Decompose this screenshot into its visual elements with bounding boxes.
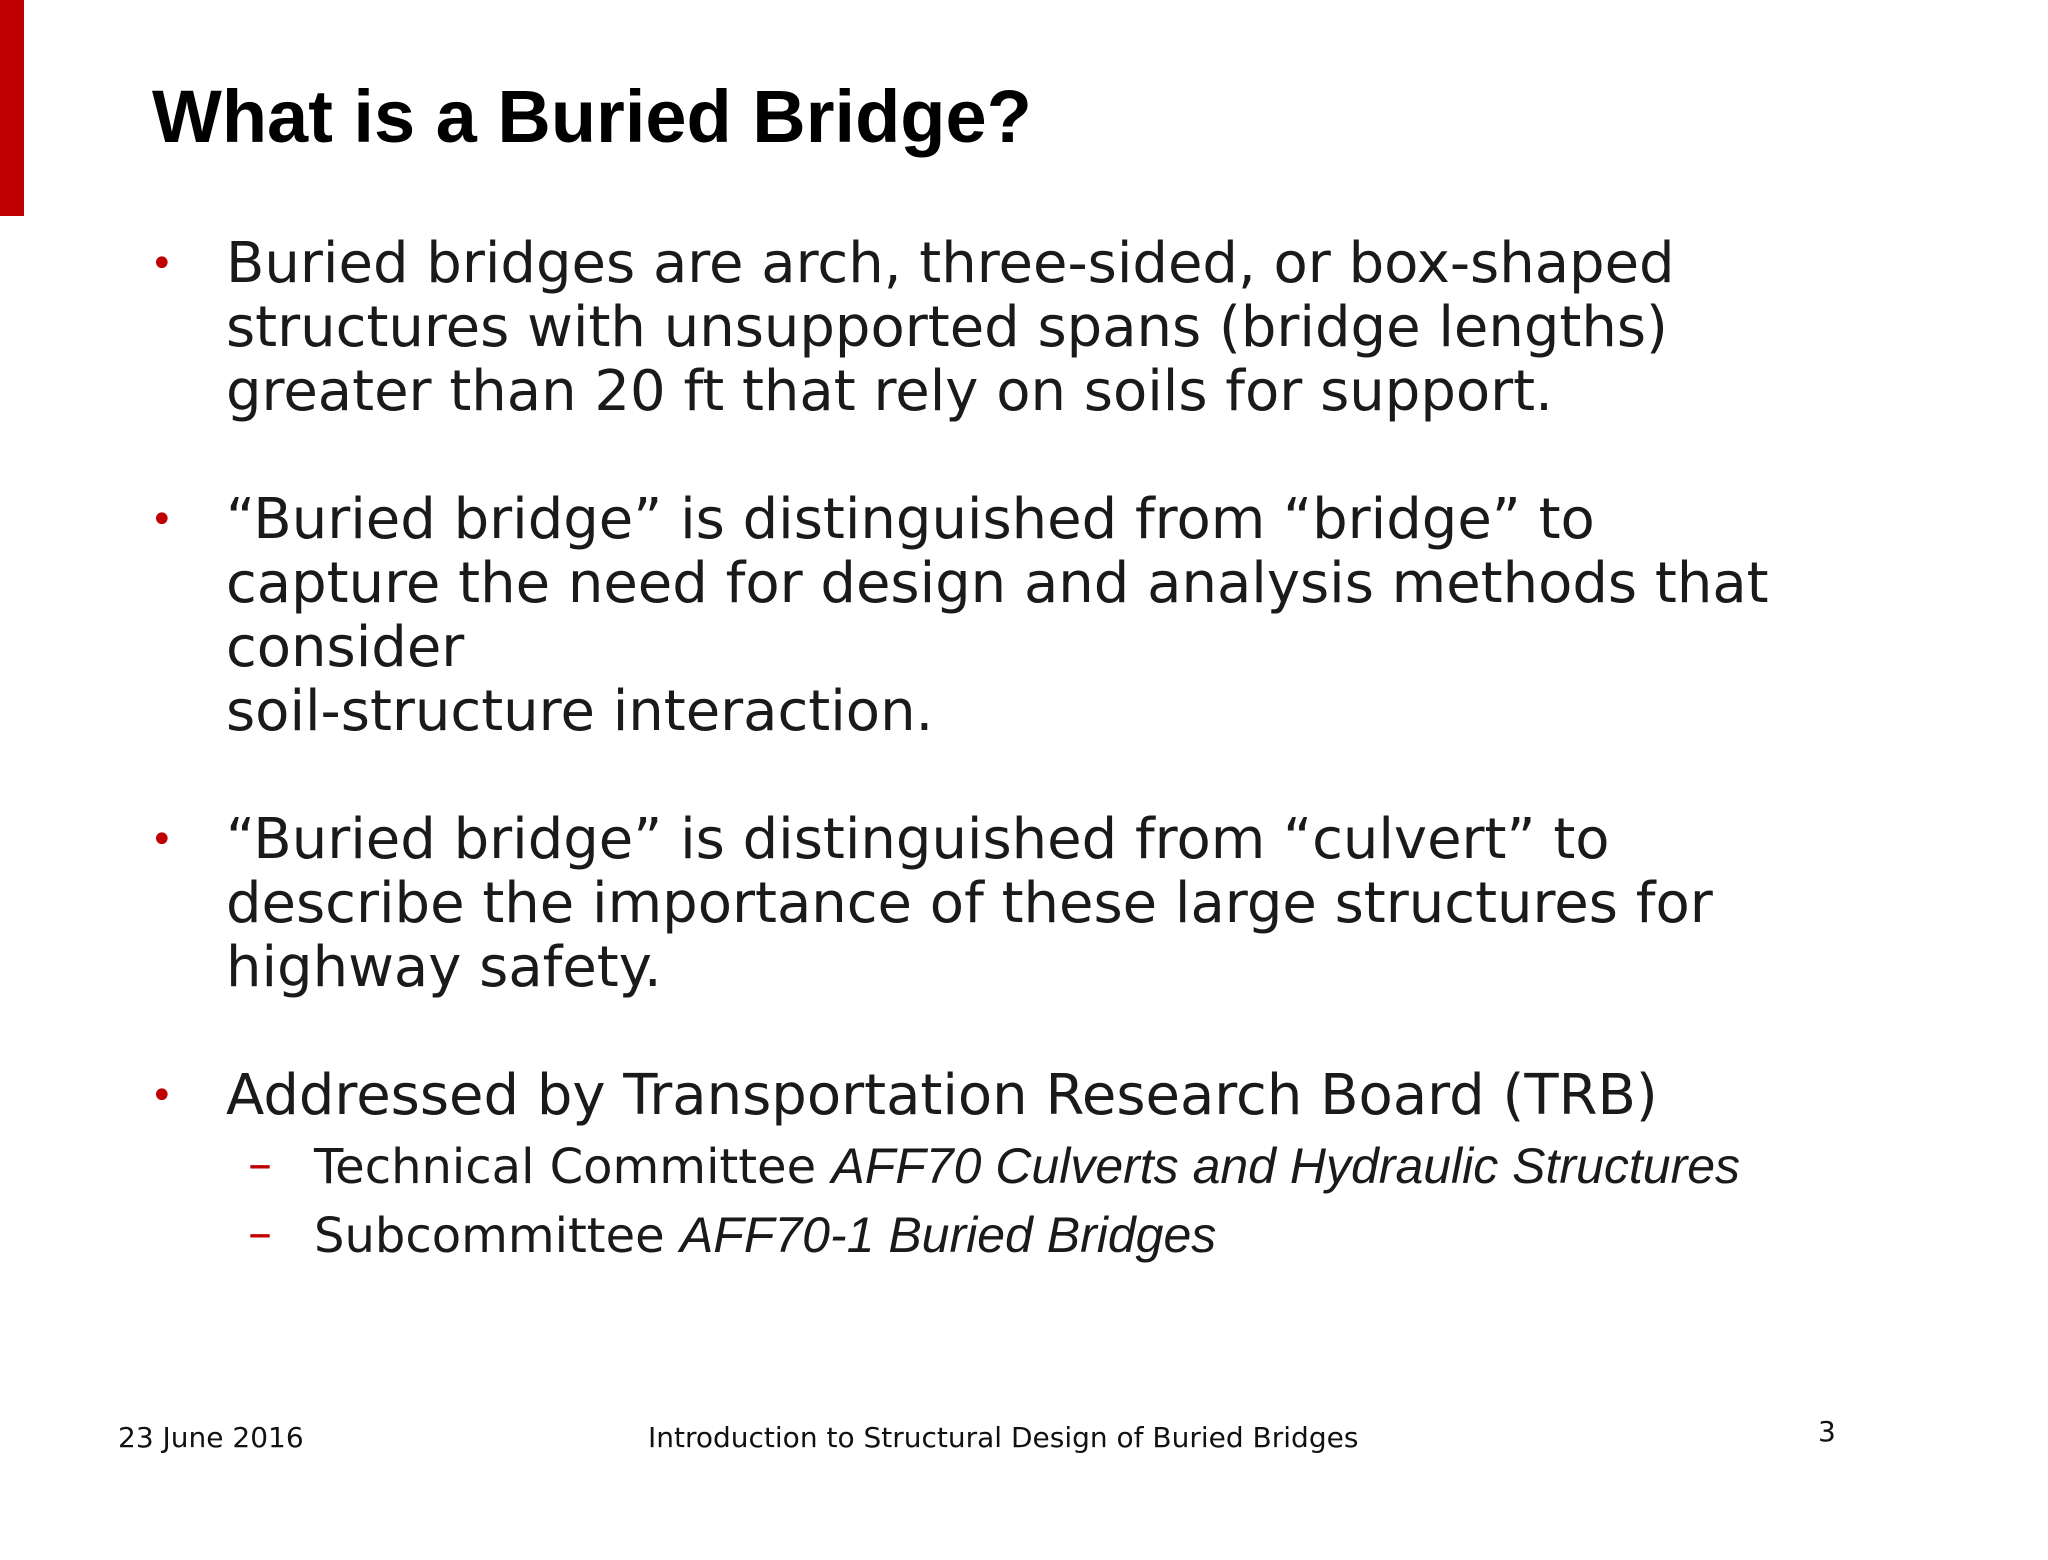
bullet-line: highway safety. [226,935,662,1000]
slide-title: What is a Buried Bridge? [152,75,1032,158]
subcommittee-name: AFF70-1 Buried Bridges [679,1207,1217,1263]
committee-name: AFF70 Culverts and Hydraulic Structures [831,1138,1741,1194]
sub-bullet-marker: – [248,1136,272,1192]
slide-number: 3 [1818,1415,1836,1448]
bullet-line: structures with unsupported spans (bridge lengths) [226,295,1668,360]
bullet-marker: • [150,241,174,287]
sub-bullet-item [226,1132,1850,1201]
accent-bar [0,0,24,216]
bullet-line: soil-structure interaction. [226,679,934,744]
bullet-line: “Buried bridge” is distinguished from “bridge” to [226,487,1595,552]
footer-date: 23 June 2016 [118,1421,304,1454]
bullet-line: describe the importance of these large structures for [226,871,1713,936]
bullet-line: greater than 20 ft that rely on soils for support. [226,359,1553,424]
sub-bullet-item [226,1201,1850,1270]
sub-bullet-prefix: Subcommittee [314,1208,680,1264]
bullet-text [226,1064,1850,1128]
bullet-text [226,808,1850,1000]
sub-bullet-list [226,1132,1850,1270]
bullet-list [150,232,1850,1270]
bullet-item [150,808,1850,1000]
bullet-marker: • [150,817,174,863]
sub-bullet-prefix: Technical Committee [314,1139,832,1195]
bullet-text [226,488,1850,744]
bullet-marker: • [150,1073,174,1119]
bullet-line: consider [226,615,465,680]
bullet-item [150,488,1850,744]
bullet-item [150,232,1850,424]
bullet-item [150,1064,1850,1270]
bullet-text [226,232,1850,424]
bullet-line: Buried bridges are arch, three-sided, or box-shaped [226,231,1675,296]
footer-title: Introduction to Structural Design of Buried Bridges [648,1421,1359,1454]
bullet-line: Addressed by Transportation Research Board (TRB) [226,1063,1658,1128]
bullet-line: capture the need for design and analysis methods that [226,551,1769,616]
bullet-marker: • [150,497,174,543]
bullet-line: “Buried bridge” is distinguished from “culvert” to [226,807,1610,872]
sub-bullet-marker: – [248,1205,272,1261]
